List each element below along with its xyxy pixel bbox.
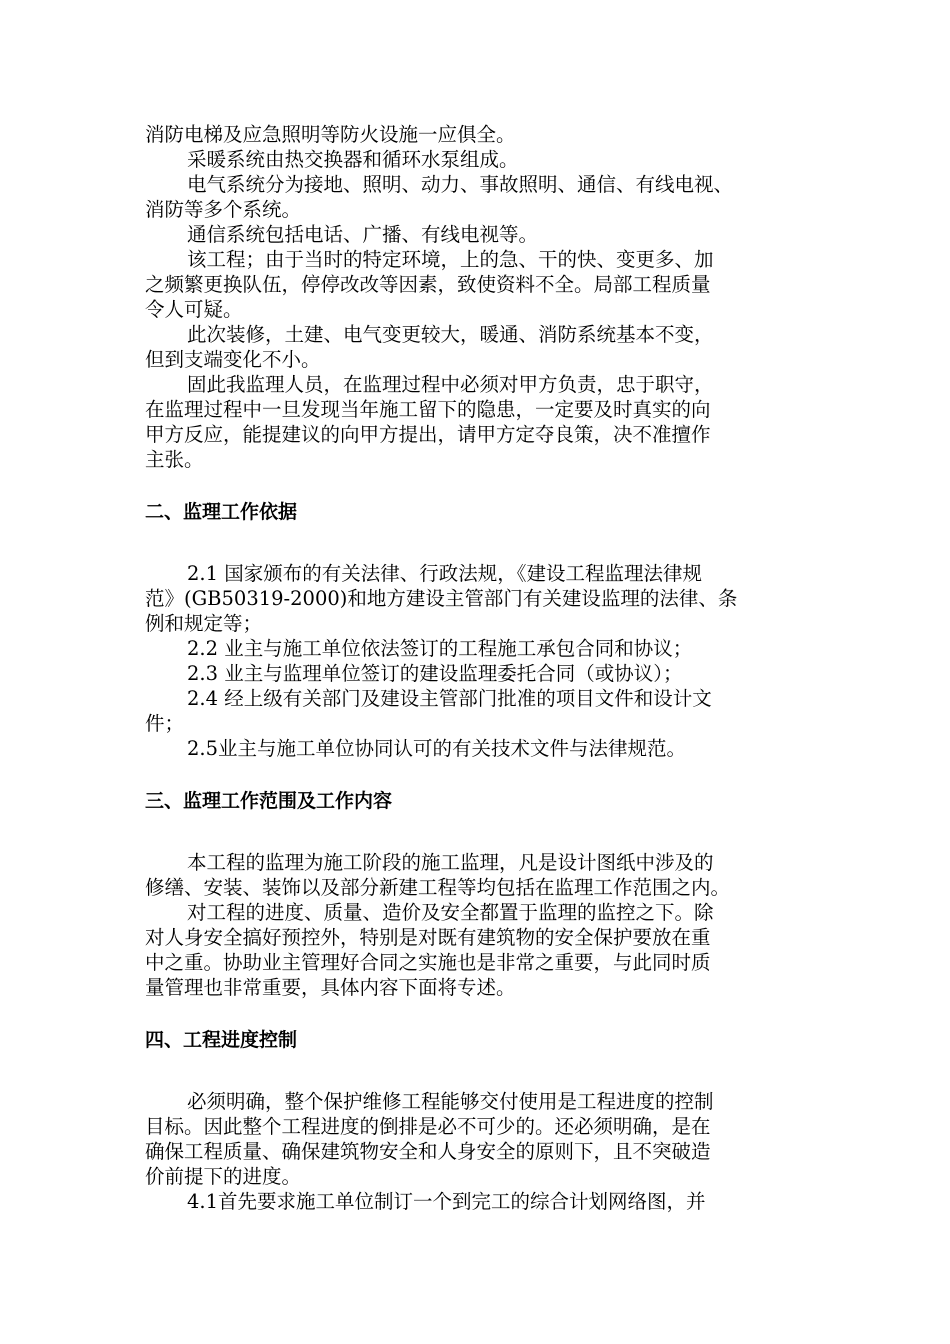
text-line: 件；: [145, 712, 185, 735]
text-line: 固此我监理人员，在监理过程中必须对甲方负责，忠于职守，: [187, 373, 714, 396]
text-line: 中之重。协助业主管理好合同之实施也是非常之重要，与此同时质: [145, 951, 711, 974]
text-line: 本工程的监理为施工阶段的施工监理，凡是设计图纸中涉及的: [187, 851, 714, 874]
text-line: 修缮、安装、装饰以及部分新建工程等均包括在监理工作范围之内。: [145, 876, 731, 899]
text-line: 必须明确，整个保护维修工程能够交付使用是工程进度的控制: [187, 1090, 714, 1113]
section-heading: 四、工程进度控制: [145, 1029, 298, 1051]
text-line: 该工程；由于当时的特定环境，上的急、干的快、变更多、加: [187, 248, 714, 271]
text-line: 2.1 国家颁布的有关法律、行政法规，《建设工程监理法律规: [187, 562, 702, 585]
text-line: 通信系统包括电话、广播、有线电视等。: [187, 223, 539, 246]
text-line: 2.3 业主与监理单位签订的建设监理委托合同（或协议）；: [187, 662, 683, 685]
text-line: 消防等多个系统。: [145, 198, 302, 221]
section-heading: 二、监理工作依据: [145, 501, 298, 523]
text-line: 2.5业主与施工单位协同认可的有关技术文件与法律规范。: [187, 737, 687, 760]
text-line: 目标。因此整个工程进度的倒排是必不可少的。还必须明确，是在: [145, 1115, 711, 1138]
document-page: [145, 122, 815, 1214]
text-line: 消防电梯及应急照明等防火设施一应俱全。: [145, 123, 516, 146]
text-line: 甲方反应，能提建议的向甲方提出，请甲方定夺良策，决不准擅作: [145, 423, 711, 446]
text-line: 此次装修，土建、电气变更较大，暖通、消防系统基本不变，: [187, 323, 714, 346]
text-line: 主张。: [145, 448, 204, 471]
text-line: 例和规定等；: [145, 612, 263, 635]
text-line: 4.1首先要求施工单位制订一个到完工的综合计划网络图，并: [187, 1190, 706, 1213]
text-line: 对人身安全搞好预控外，特别是对既有建筑物的安全保护要放在重: [145, 926, 711, 949]
text-line: 采暖系统由热交换器和循环水泵组成。: [187, 148, 519, 171]
text-line: 确保工程质量、确保建筑物安全和人身安全的原则下，且不突破造: [145, 1140, 711, 1163]
text-line: 但到支端变化不小。: [145, 348, 321, 371]
text-line: 电气系统分为接地、照明、动力、事故照明、通信、有线电视、: [187, 173, 734, 196]
text-line: 2.4 经上级有关部门及建设主管部门批准的项目文件和设计文: [187, 687, 712, 710]
text-line: 量管理也非常重要，具体内容下面将专述。: [145, 976, 516, 999]
text-line: 范》(GB50319-2000)和地方建设主管部门有关建设监理的法律、条: [145, 587, 738, 610]
text-line: 价前提下的进度。: [145, 1165, 302, 1188]
section-heading: 三、监理工作范围及工作内容: [145, 790, 393, 812]
text-line: 令人可疑。: [145, 298, 243, 321]
text-line: 在监理过程中一旦发现当年施工留下的隐患，一定要及时真实的向: [145, 398, 711, 421]
text-line: 之频繁更换队伍，停停改改等因素，致使资料不全。局部工程质量: [145, 273, 711, 296]
text-line: 对工程的进度、质量、造价及安全都置于监理的监控之下。除: [187, 901, 714, 924]
text-line: 2.2 业主与施工单位依法签订的工程施工承包合同和协议；: [187, 637, 693, 660]
